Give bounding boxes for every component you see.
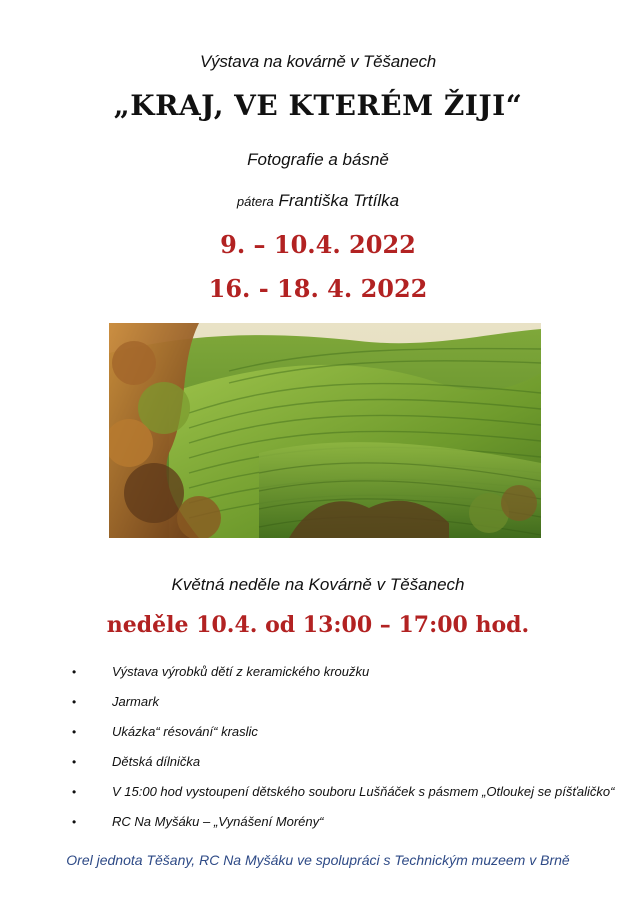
list-item xyxy=(60,692,620,722)
bullet-icon: • xyxy=(72,755,77,769)
exhibition-date-1: 9. – 10.4. 2022 xyxy=(220,230,416,259)
bullet-icon: • xyxy=(72,815,77,829)
list-item-text: Ukázka“ résování“ kraslic xyxy=(112,724,258,739)
bullet-icon: • xyxy=(72,695,77,709)
event-time: neděle 10.4. od 13:00 – 17:00 hod. xyxy=(106,612,530,638)
list-item xyxy=(60,722,620,752)
exhibition-date-2: 16. - 18. 4. 2022 xyxy=(208,274,428,303)
list-item-text: Výstava výrobků dětí z keramického kroužku xyxy=(112,664,370,679)
author-name: Františka Trtílka xyxy=(278,191,400,210)
list-item-text: RC Na Myšáku – „Vynášení Morény“ xyxy=(112,814,324,829)
exhibition-genre: Fotografie a básně xyxy=(247,150,389,169)
event-title: Květná neděle na Kovárně v Těšanech xyxy=(171,575,465,594)
organizers-footer: Orel jednota Těšany, RC Na Myšáku ve spolupráci s Technickým muzeem v Brně xyxy=(66,852,570,868)
list-item xyxy=(60,782,620,812)
list-item xyxy=(60,812,620,842)
list-item xyxy=(60,662,620,692)
bullet-icon: • xyxy=(72,785,77,799)
list-item-text: Dětská dílnička xyxy=(112,754,201,769)
exhibition-title: „KRAJ, VE KTERÉM ŽIJI“ xyxy=(113,89,523,122)
list-item-text: Jarmark xyxy=(112,694,159,709)
bullet-icon: • xyxy=(72,665,77,679)
list-item-text: V 15:00 hod vystoupení dětského souboru Lušňáček s pásmem „Otloukej se píšťaličko“ xyxy=(112,784,615,799)
bullet-icon: • xyxy=(72,725,77,739)
list-item xyxy=(60,752,620,782)
program-list xyxy=(60,662,620,842)
exhibition-author xyxy=(0,191,636,211)
landscape-photo xyxy=(109,323,541,538)
author-prefix: pátera xyxy=(236,194,274,209)
exhibition-subtitle: Výstava na kovárně v Těšanech xyxy=(199,52,437,71)
